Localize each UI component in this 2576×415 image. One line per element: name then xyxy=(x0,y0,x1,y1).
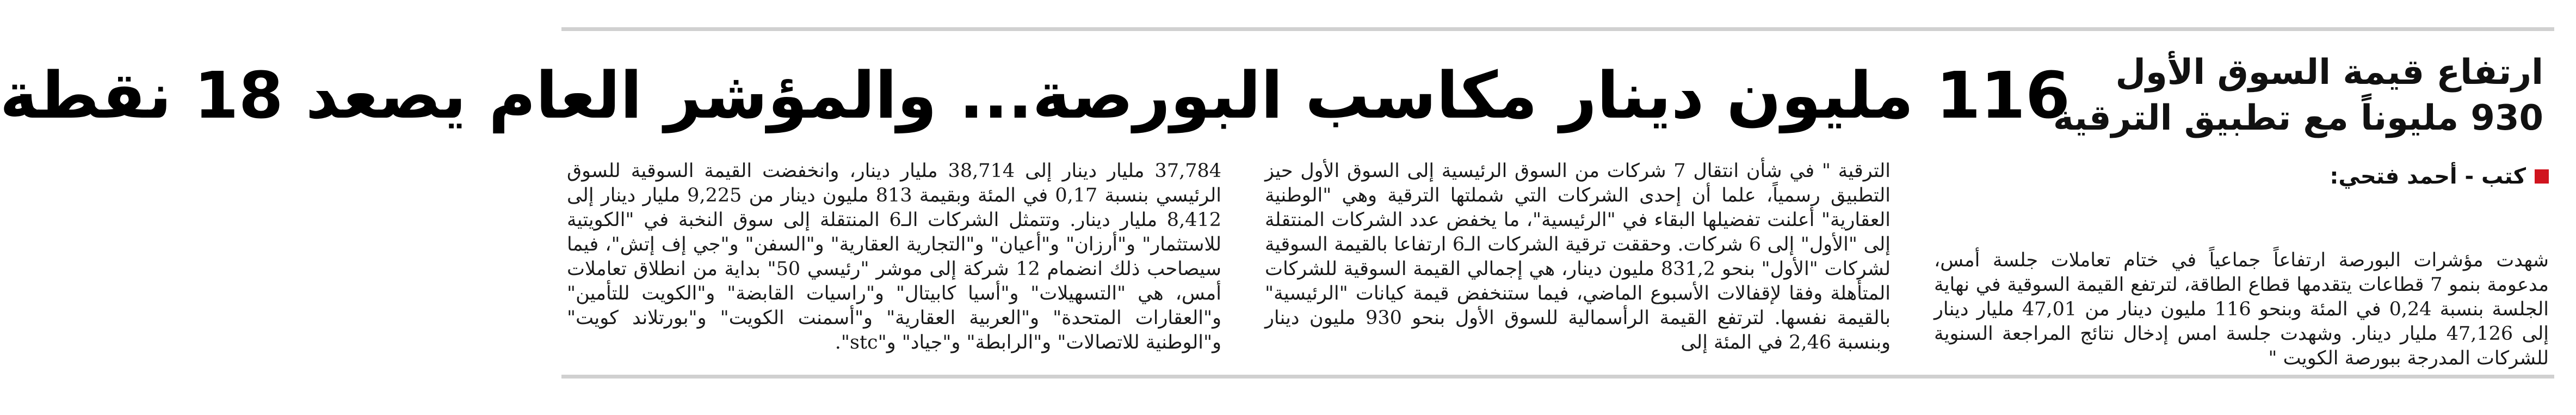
byline xyxy=(1934,159,2549,194)
column-third xyxy=(561,159,1243,366)
byline-text: كتب - أحمد فتحي: xyxy=(2330,164,2526,189)
kicker xyxy=(2053,50,2554,141)
column-first-text: شهدت مؤشرات البورصة ارتفاعاً جماعياً في ختام تعاملات جلسة أمس، مدعومة بنمو 7 قطاعات يتقدمها قطاع الطاقة، لترتفع القيمة السوقية في نهاية الجلسة بنسبة 0,24 في المئة وبنحو 116 مليون دينار من 47,01 مليار دينار إلى 47,126 مليار دينار. وشهدت جلسة امس إدخال نتائج المراجعة السنوية للشركات المدرجة ببورصة الكويت " xyxy=(1934,249,2549,369)
column-second xyxy=(1243,159,1912,366)
top-rule xyxy=(561,27,2554,31)
article-body xyxy=(561,159,2554,369)
column-third-text: 37,784 مليار دينار إلى 38,714 مليار دينار، وانخفضت القيمة السوقية للسوق الرئيسي بنسبة 0,17 في المئة وبقيمة 813 مليون دينار من 9,225 مليار دينار إلى 8,412 مليار دينار. وتتمثل الشركات الـ6 المنتقلة إلى سوق النخبة في "الكويتية للاستثمار" و"أرزان" و"أعيان" و"التجارية العقارية" و"السفن" و"جي إف إتش"، فيما سيصاحب ذلك انضمام 12 شركة إلى موشر "رئيسي 50" بداية من انطلاق تعاملات أمس، هي "التسهيلات" و"أسيا كابيتال" و"راسيات القابضة" و"الكويت للتأمين" و"العقارات المتحدة" و"العربية العقارية" و"أسمنت الكويت" و"بورتلاند كويت" و"الوطنية للاتصالات" و"الرابطة" و"جياد" و"stc". xyxy=(567,160,1222,353)
red-square-icon xyxy=(2535,169,2549,184)
column-second-text: الترقية " في شأن انتقال 7 شركات من السوق الرئيسية إلى السوق الأول حيز التطبيق رسمياً، علما أن إحدى الشركات التي شملتها الترقية وهي "الوطنية العقارية" أعلنت تفضيلها البقاء في "الرئيسية"، ما يخفض عدد الشركات المنتقلة إلى "الأول" إلى 6 شركات. وحققت ترقية الشركات الـ6 ارتفاعا بالقيمة السوقية لشركات "الأول" بنحو 831,2 مليون دينار، هي إجمالي القيمة السوقية للشركات المتأهلة وفقا لإقفالات الأسبوع الماضي، فيما ستنخفض قيمة كيانات "الرئيسية" بالقيمة نفسها. لترتفع القيمة الرأسمالية للسوق الأول بنحو 930 مليون دينار وبنسبة 2,46 في المئة إلى xyxy=(1265,160,1891,353)
headline: 116 مليون دينار مكاسب البورصة... والمؤشر العام يصعد 18 نقطة xyxy=(0,58,2070,133)
kicker-line-2: 930 مليوناً مع تطبيق الترقية xyxy=(2053,98,2543,138)
bottom-rule xyxy=(561,375,2554,379)
article-header xyxy=(0,44,2554,147)
kicker-line-1: ارتفاع قيمة السوق الأول xyxy=(2115,52,2543,93)
column-first xyxy=(1912,159,2554,369)
